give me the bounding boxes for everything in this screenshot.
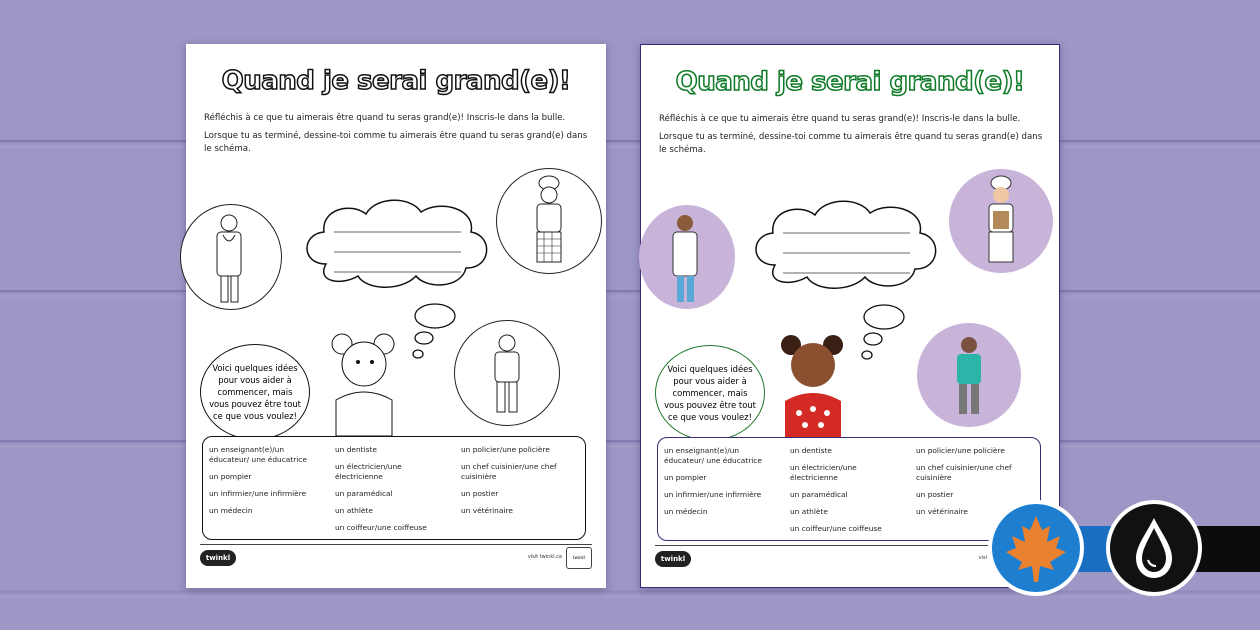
job-item: un pompier bbox=[664, 473, 707, 482]
visit-link: visit twinkl.ca bbox=[527, 554, 562, 560]
idea-bubble-text: Voici quelques idées pour vous aider à commencer, mais vous pouvez être tout ce que vous voulez! bbox=[664, 364, 756, 422]
twinkl-logo: twinkl bbox=[200, 550, 236, 566]
police-figure bbox=[917, 323, 1021, 427]
job-item: un électricien/une électricienne bbox=[335, 462, 402, 481]
job-item: un chef cuisinier/une chef cuisinière bbox=[916, 463, 1012, 482]
thought-trail bbox=[859, 303, 909, 373]
footer-divider bbox=[655, 545, 1045, 546]
job-column-2 bbox=[335, 445, 445, 540]
job-item: un chef cuisinier/une chef cuisinière bbox=[461, 462, 557, 481]
police-figure bbox=[455, 321, 559, 425]
job-column-2 bbox=[790, 446, 900, 541]
job-column-3 bbox=[461, 445, 571, 523]
doctor-figure bbox=[639, 205, 735, 309]
chef-circle bbox=[949, 169, 1053, 273]
job-item: un policier/une policière bbox=[916, 446, 1005, 455]
idea-bubble-text: Voici quelques idées pour vous aider à commencer, mais vous pouvez être tout ce que vous voulez! bbox=[209, 363, 301, 421]
job-item: un coiffeur/une coiffeuse bbox=[335, 523, 427, 532]
doctor-circle bbox=[180, 204, 282, 310]
job-list-box bbox=[657, 437, 1041, 541]
instruction-2: Lorsque tu as terminé, dessine-toi comme tu aimerais être quand tu seras grand(e) dans le schéma. bbox=[659, 132, 1043, 155]
ink-drop-icon bbox=[1110, 504, 1198, 592]
job-item: un dentiste bbox=[790, 446, 832, 455]
instruction-1: Réfléchis à ce que tu aimerais être quand tu seras grand(e)! Inscris-le dans la bulle. bbox=[204, 113, 566, 123]
instruction-2: Lorsque tu as terminé, dessine-toi comme tu aimerais être quand tu seras grand(e) dans le schéma. bbox=[204, 131, 588, 154]
chef-circle bbox=[496, 168, 602, 274]
thought-trail bbox=[410, 302, 460, 372]
job-item: un athlète bbox=[335, 506, 373, 515]
chef-figure bbox=[497, 169, 601, 273]
job-item: un infirmier/une infirmière bbox=[209, 489, 307, 498]
job-list-box bbox=[202, 436, 586, 540]
job-column-1 bbox=[664, 446, 774, 524]
worksheet-bw bbox=[186, 44, 606, 588]
footer-divider bbox=[200, 544, 592, 545]
thinking-girl bbox=[322, 330, 412, 436]
job-item: un électricien/une électricienne bbox=[790, 463, 857, 482]
thought-cloud bbox=[745, 195, 945, 295]
twinkl-small-logo: twinkl bbox=[566, 547, 592, 569]
police-circle bbox=[454, 320, 560, 426]
job-item: un enseignant(e)/un éducateur/ une éducatrice bbox=[664, 446, 762, 465]
job-item: un paramédical bbox=[335, 489, 393, 498]
job-item: un vétérinaire bbox=[916, 507, 968, 516]
visit-link: visi bbox=[978, 555, 987, 561]
job-item: un dentiste bbox=[335, 445, 377, 454]
maple-leaf-badge bbox=[988, 500, 1084, 596]
maple-leaf-icon bbox=[992, 504, 1080, 592]
twinkl-logo: twinkl bbox=[655, 551, 691, 567]
job-item: un pompier bbox=[209, 472, 252, 481]
job-item: un coiffeur/une coiffeuse bbox=[790, 524, 882, 533]
job-item: un médecin bbox=[209, 506, 253, 515]
job-item: un médecin bbox=[664, 507, 708, 516]
job-column-1 bbox=[209, 445, 319, 523]
doctor-circle bbox=[639, 205, 735, 309]
idea-bubble bbox=[655, 345, 765, 441]
job-item: un policier/une policière bbox=[461, 445, 550, 454]
idea-bubble bbox=[200, 344, 310, 440]
ink-drop-badge bbox=[1106, 500, 1202, 596]
worksheet-title: Quand je serai grand(e)! bbox=[221, 66, 571, 96]
thought-cloud bbox=[296, 194, 496, 294]
instruction-1: Réfléchis à ce que tu aimerais être quand tu seras grand(e)! Inscris-le dans la bulle. bbox=[659, 114, 1021, 124]
job-item: un vétérinaire bbox=[461, 506, 513, 515]
worksheet-title: Quand je serai grand(e)! bbox=[675, 67, 1025, 97]
job-item: un infirmier/une infirmière bbox=[664, 490, 762, 499]
job-item: un paramédical bbox=[790, 490, 848, 499]
thinking-girl bbox=[771, 331, 861, 437]
doctor-figure bbox=[181, 205, 281, 309]
job-item: un postier bbox=[916, 490, 954, 499]
job-item: un postier bbox=[461, 489, 499, 498]
police-circle bbox=[917, 323, 1021, 427]
job-item: un enseignant(e)/un éducateur/ une éducatrice bbox=[209, 445, 307, 464]
job-item: un athlète bbox=[790, 507, 828, 516]
chef-figure bbox=[949, 169, 1053, 273]
